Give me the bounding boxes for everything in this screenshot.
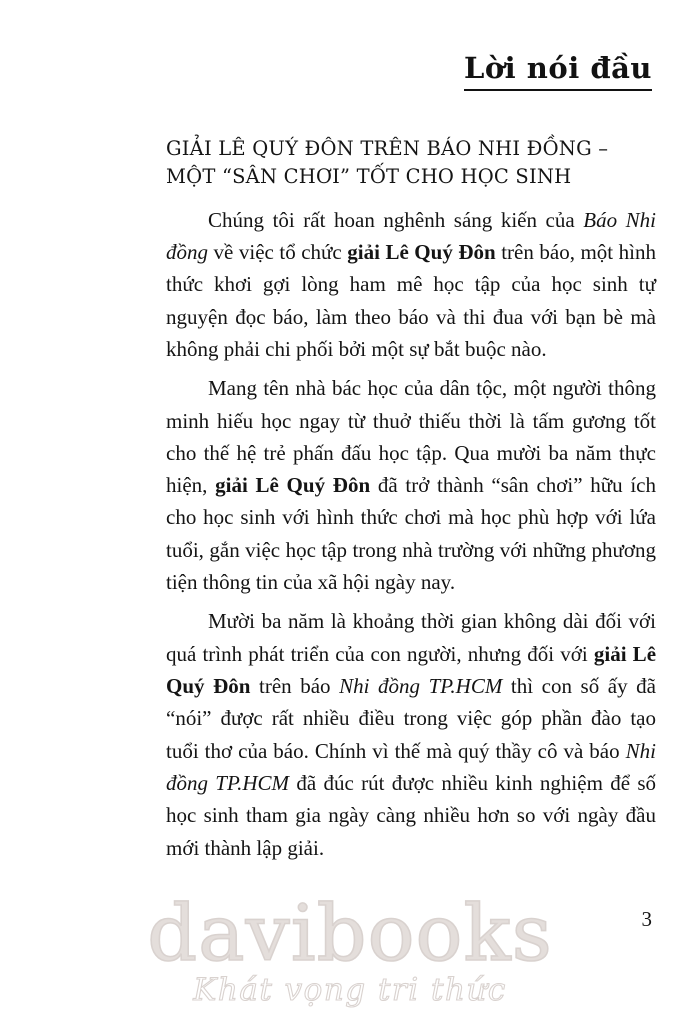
text-run: Mười ba năm là khoảng thời gian không dài đối với quá trình phát triển của con người, nhưng đối với	[166, 609, 656, 666]
text-run: giải Lê Quý Đôn	[215, 473, 371, 498]
text-run: đã trở thành “sân chơi” hữu ích cho học sinh với hình thức chơi mà học phù hợp với lứa tuổi, gắn việc học tập trong nhà trường với những phương tiện thông tin của xã hội ngày nay.	[166, 473, 657, 595]
text-run: Mang tên nhà bác học của dân tộc, một người thông minh hiếu học ngay từ thuở thiếu thời là tấm gương tốt cho thế hệ trẻ phấn đấu học tập. Qua mười ba năm thực hiện,	[166, 376, 656, 498]
text-run: giải Lê Quý Đôn	[166, 641, 657, 699]
text-run: Báo Nhi đồng	[166, 207, 656, 264]
text-run: trên báo	[250, 674, 340, 699]
page-title: Lời nói đầu	[464, 52, 652, 91]
body-paragraph	[166, 605, 656, 864]
watermark-main-text: davibooks	[147, 889, 553, 979]
section-heading: GIẢI LÊ QUÝ ĐÔN TRÊN BÁO NHI ĐỒNG – MỘT “SÂN CHƠI” TỐT CHO HỌC SINH	[166, 137, 609, 189]
text-run: trên báo, một hình thức khơi gợi lòng ham mê học tập của học sinh tự nguyện đọc báo, làm theo báo và thi đua với bạn bè mà không phải chi phối bởi một sự bắt buộc nào.	[166, 239, 656, 361]
paragraph-list	[166, 204, 656, 865]
text-run: về việc tổ chức	[208, 239, 348, 264]
text-run: thì con số ấy đã “nói” được rất nhiều điều trong việc góp phần đào tạo tuổi thơ của báo. Chính vì thế mà quý thầy cô và báo	[166, 674, 656, 763]
text-run: đã đúc rút được nhiều kinh nghiệm để số học sinh tham gia ngày càng nhiều hơn so với ngày đầu mới thành lập giải.	[166, 771, 657, 860]
text-run: Chúng tôi rất hoan nghênh sáng kiến của	[208, 207, 584, 232]
body-paragraph	[166, 204, 656, 366]
page-number: 3	[641, 907, 652, 931]
body-paragraph	[166, 372, 656, 598]
text-run: Nhi đồng TP.HCM	[339, 674, 503, 699]
page-content	[166, 135, 656, 864]
watermark-sub-text: Khát vọng tri thức	[193, 972, 507, 1008]
text-run: Nhi đồng TP.HCM	[166, 738, 656, 796]
watermark	[0, 889, 700, 1008]
text-run: giải Lê Quý Đôn	[347, 239, 496, 264]
